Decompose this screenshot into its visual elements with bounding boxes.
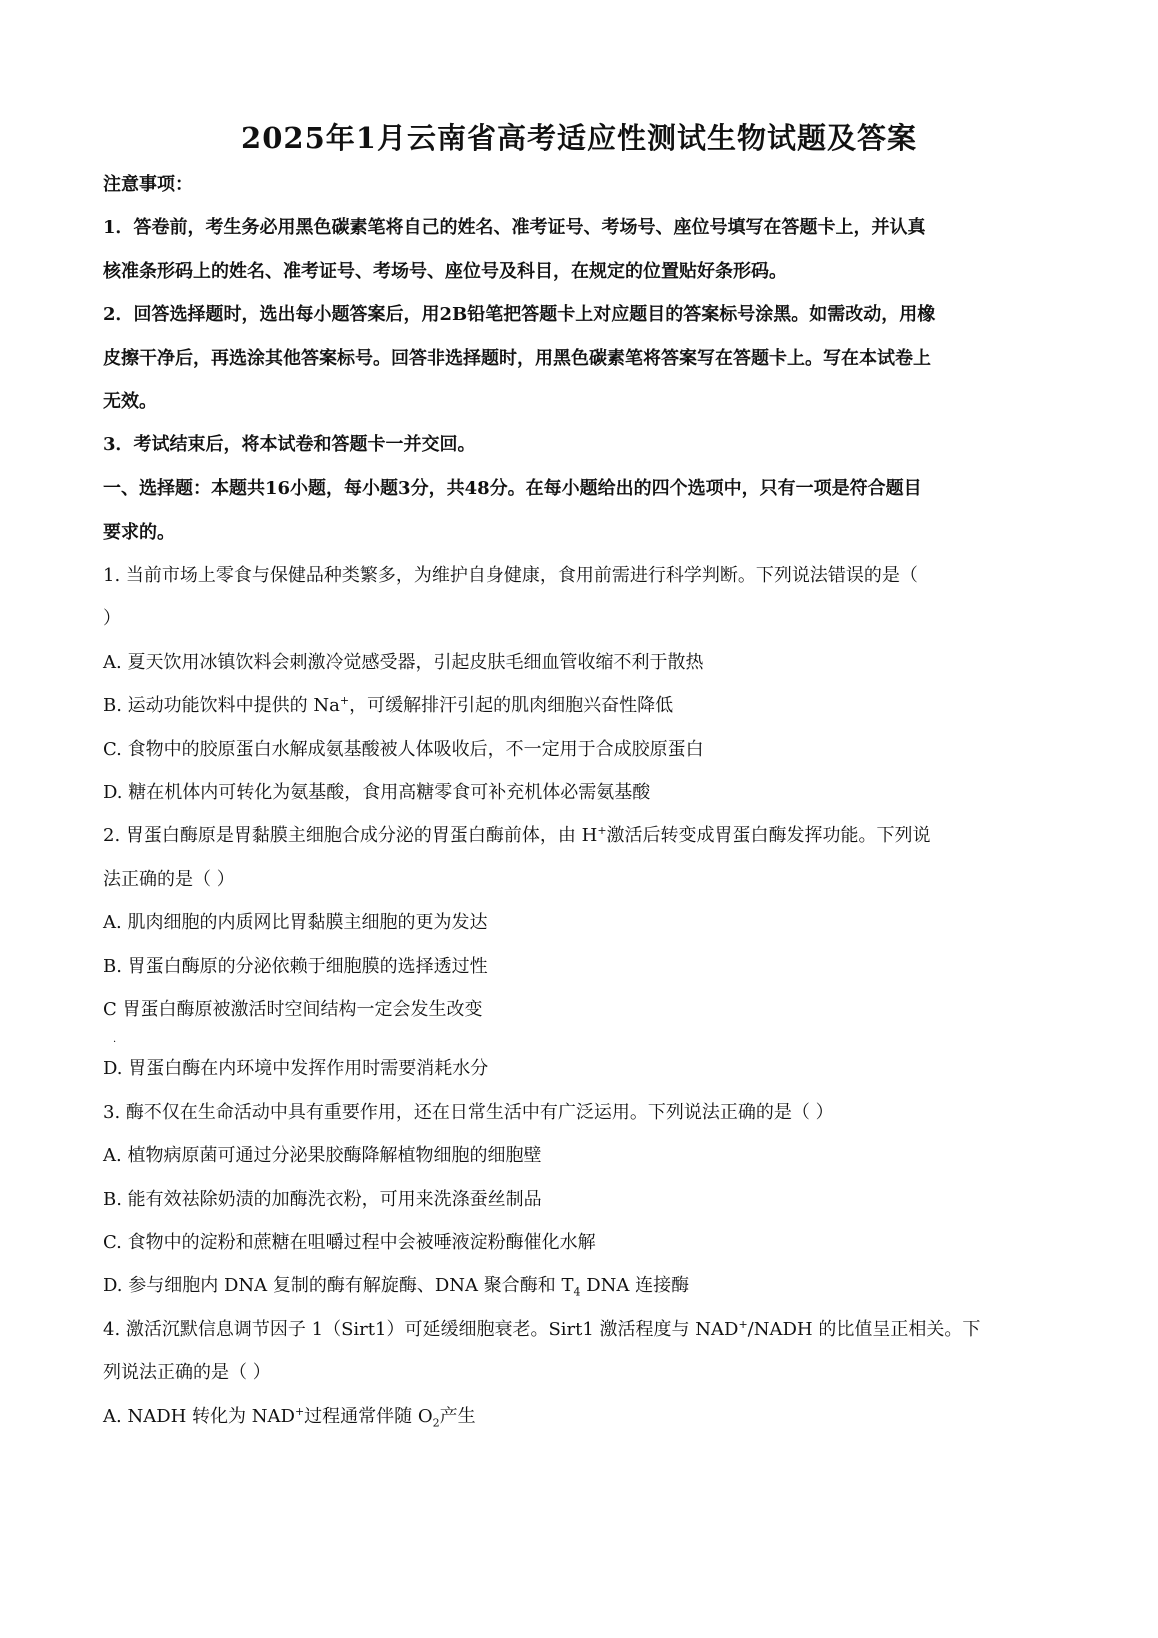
notice-item-2-line-2: 皮擦干净后，再选涂其他答案标号。回答非选择题时，用黑色碳素笔将答案写在答题卡上。写在本试卷上 xyxy=(103,348,931,369)
q3-option-d-text: D. 参与细胞内 DNA 复制的酶有解旋酶、DNA 聚合酶和 T xyxy=(103,1275,574,1296)
q3-option-b: B. 能有效祛除奶渍的加酶洗衣粉，可用来洗涤蚕丝制品 xyxy=(103,1189,542,1210)
q1-option-b xyxy=(103,693,1058,719)
q3-option-c: C. 食物中的淀粉和蔗糖在咀嚼过程中会被唾液淀粉酶催化水解 xyxy=(103,1232,596,1253)
notice-item-2-line-3: 无效。 xyxy=(103,391,157,412)
q3-option-d-subscript: 4 xyxy=(573,1285,581,1299)
q3-option-d xyxy=(103,1273,1058,1299)
q2-stem-superscript: + xyxy=(597,824,607,837)
q2-option-c-stray-dot: · xyxy=(113,1037,117,1048)
q2-option-d: D. 胃蛋白酶在内环境中发挥作用时需要消耗水分 xyxy=(103,1058,489,1079)
section-1-heading-line-1: 一、选择题：本题共16小题，每小题3分，共48分。在每小题给出的四个选项中，只有一项是符合题目 xyxy=(103,478,922,499)
section-1-heading-line-2: 要求的。 xyxy=(103,522,175,543)
q3-option-a: A. 植物病原菌可通过分泌果胶酶降解植物细胞的细胞壁 xyxy=(103,1145,542,1166)
notice-item-1-line-2: 核准条形码上的姓名、准考证号、考场号、座位号及科目，在规定的位置贴好条形码。 xyxy=(103,261,787,282)
q2-stem-line-2: 法正确的是（ ） xyxy=(103,869,235,890)
q1-stem-line-1: 1. 当前市场上零食与保健品种类繁多，为维护自身健康，食用前需进行科学判断。下列说法错误的是（ xyxy=(103,565,918,586)
notice-item-3: 3．考试结束后，将本试卷和答题卡一并交回。 xyxy=(103,434,476,455)
notice-item-2-line-1: 2．回答选择题时，选出每小题答案后，用2B铅笔把答题卡上对应题目的答案标号涂黑。如需改动，用橡 xyxy=(103,304,936,325)
q3-option-d-text-rest: DNA 连接酶 xyxy=(580,1275,690,1296)
q2-stem-text: 2. 胃蛋白酶原是胃黏膜主细胞合成分泌的胃蛋白酶前体，由 H xyxy=(103,825,598,846)
q4-stem-text-rest: /NADH 的比值呈正相关。下 xyxy=(747,1319,981,1340)
q2-option-c: C 胃蛋白酶原被激活时空间结构一定会发生改变 xyxy=(103,999,483,1020)
q2-stem-text-rest: 激活后转变成胃蛋白酶发挥功能。下列说 xyxy=(606,825,931,846)
q1-option-b-text: B. 运动功能饮料中提供的 Na xyxy=(103,695,340,716)
q1-stem-line-2: ） xyxy=(103,608,121,629)
q2-stem-line-1 xyxy=(103,823,1058,849)
q2-option-a: A. 肌肉细胞的内质网比胃黏膜主细胞的更为发达 xyxy=(103,912,488,933)
q1-option-b-text-rest: ，可缓解排汗引起的肌肉细胞兴奋性降低 xyxy=(349,695,674,716)
q1-option-b-superscript: + xyxy=(339,694,350,707)
q1-option-c: C. 食物中的胶原蛋白水解成氨基酸被人体吸收后，不一定用于合成胶原蛋白 xyxy=(103,739,704,760)
q4-option-a-text: A. NADH 转化为 NAD xyxy=(103,1406,295,1427)
q4-stem-superscript: + xyxy=(738,1318,748,1331)
q4-option-a-subscript: 2 xyxy=(432,1416,440,1430)
notice-heading: 注意事项： xyxy=(103,174,193,195)
q4-option-a-superscript: + xyxy=(294,1405,305,1418)
q4-stem-line-1 xyxy=(103,1317,1058,1343)
q4-option-a xyxy=(103,1404,1058,1430)
q1-option-d: D. 糖在机体内可转化为氨基酸，食用高糖零食可补充机体必需氨基酸 xyxy=(103,782,651,803)
q1-option-a: A. 夏天饮用冰镇饮料会刺激冷觉感受器，引起皮肤毛细血管收缩不利于散热 xyxy=(103,652,704,673)
page-title: 2025年1月云南省高考适应性测试生物试题及答案 xyxy=(241,121,917,155)
q4-option-a-text-rest: 产生 xyxy=(439,1406,476,1427)
q4-stem-line-2: 列说法正确的是（ ） xyxy=(103,1362,271,1383)
q2-option-b: B. 胃蛋白酶原的分泌依赖于细胞膜的选择透过性 xyxy=(103,956,488,977)
q4-stem-text: 4. 激活沉默信息调节因子 1（Sirt1）可延缓细胞衰老。Sirt1 激活程度与 NAD xyxy=(103,1319,739,1340)
q3-stem: 3. 酶不仅在生命活动中具有重要作用，还在日常生活中有广泛运用。下列说法正确的是（ ） xyxy=(103,1102,834,1123)
q4-option-a-text-mid: 过程通常伴随 O xyxy=(304,1406,433,1427)
notice-item-1-line-1: 1．答卷前，考生务必用黑色碳素笔将自己的姓名、准考证号、考场号、座位号填写在答题卡上，并认真 xyxy=(103,217,926,238)
